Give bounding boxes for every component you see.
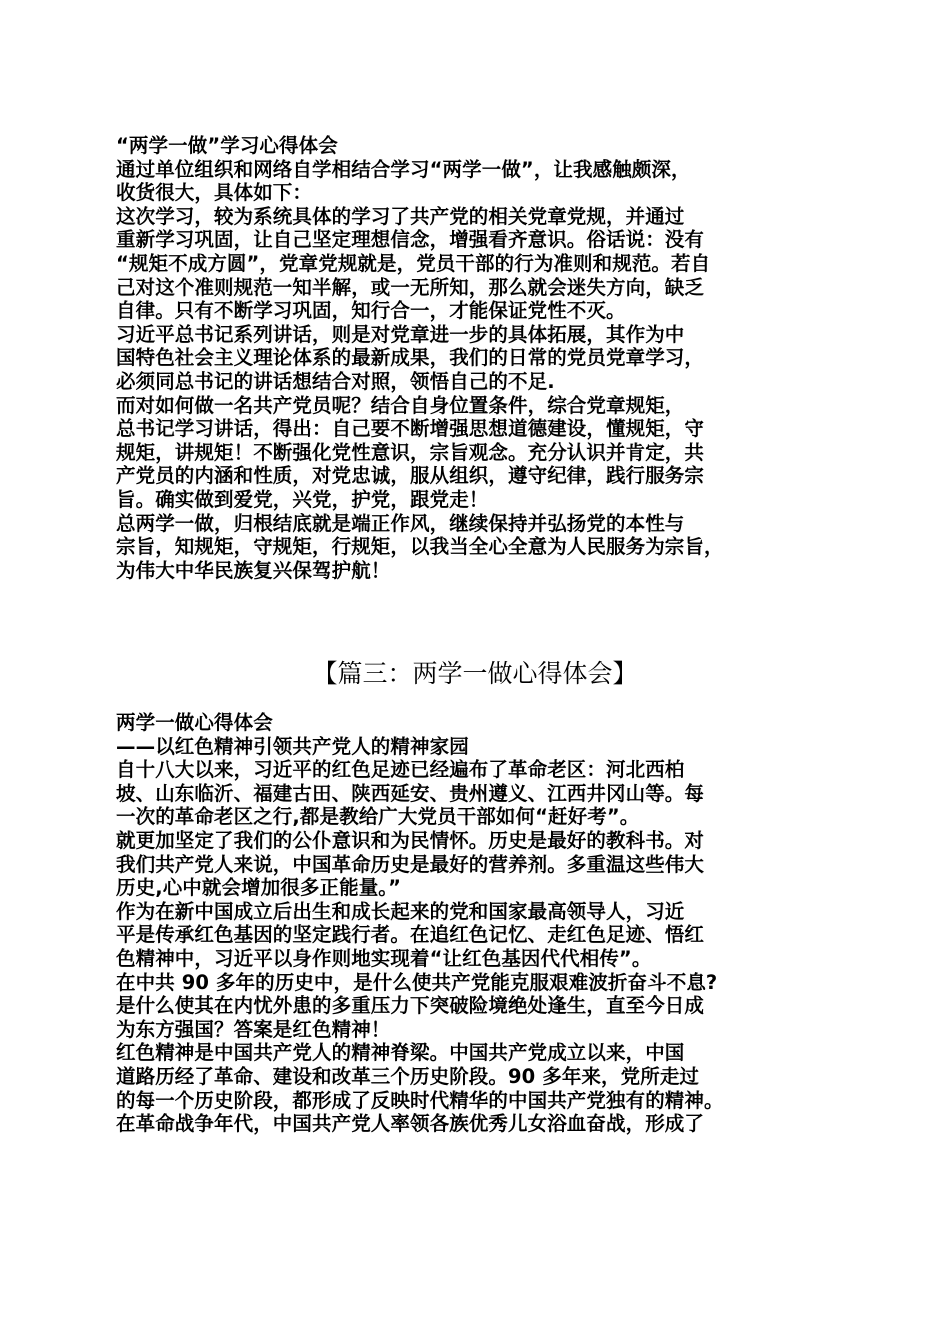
paragraph-line: 一次的革命老区之行,都是教给广大党员干部如何“赶好考”。 (116, 805, 640, 829)
paragraph-line: 是什么使其在内忧外患的多重压力下突破险境绝处逢生，直至今日成 (116, 994, 705, 1018)
essay-part-one (116, 134, 846, 582)
paragraph-line: 国特色社会主义理论体系的最新成果，我们的日常的党员党章学习， (116, 346, 705, 370)
paragraph-line: 为伟大中华民族复兴保驾护航！ (116, 558, 391, 582)
essay-part-two (116, 711, 846, 1136)
paragraph-line: 红色精神是中国共产党人的精神脊梁。中国共产党成立以来，中国 (116, 1041, 685, 1065)
paragraph-line: 我们共产党人来说，中国革命历史是最好的营养剂。多重温这些伟大 (116, 852, 705, 876)
paragraph-line: “规矩不成方圆”，党章党规就是，党员干部的行为准则和规范。若自 (116, 251, 711, 275)
paragraph-line: 收货很大，具体如下： (116, 181, 313, 205)
paragraph-line: 色精神中，习近平以身作则地实现着“让红色基因代代相传”。 (116, 946, 652, 970)
paragraph-line: 必须同总书记的讲话想结合对照，领悟自己的不足. (116, 369, 555, 393)
paragraph-line: 通过单位组织和网络自学相结合学习“两学一做”，让我感触颇深， (116, 157, 691, 181)
paragraph-line: 在中共 90 多年的历史中，是什么使共产党能克服艰难波折奋斗不息? (116, 970, 718, 994)
paragraph-line: 的每一个历史阶段，都形成了反映时代精华的中国共产党独有的精神。 (116, 1088, 724, 1112)
paragraph-line: 规矩，讲规矩！不断强化党性意识，宗旨观念。充分认识并肯定，共 (116, 440, 705, 464)
essay-title: “两学一做”学习心得体会 (116, 134, 338, 157)
paragraph-line: 己对这个准则规范一知半解，或一无所知，那么就会迷失方向，缺乏 (116, 275, 705, 299)
paragraph-line: 就更加坚定了我们的公仆意识和为民情怀。历史是最好的教科书。对 (116, 828, 705, 852)
paragraph-line: 这次学习，较为系统具体的学习了共产党的相关党章党规，并通过 (116, 204, 685, 228)
essay-title: 两学一做心得体会 (116, 711, 273, 734)
paragraph-line: 道路历经了革命、建设和改革三个历史阶段。90 多年来，党所走过 (116, 1064, 700, 1088)
paragraph-line: 历史,心中就会增加很多正能量。” (116, 876, 402, 900)
paragraph-line: 习近平总书记系列讲话，则是对党章进一步的具体拓展，其作为中 (116, 322, 685, 346)
paragraph-line: 作为在新中国成立后出生和成长起来的党和国家最高领导人，习近 (116, 899, 685, 923)
essay-subtitle: ——以红色精神引领共产党人的精神家园 (116, 734, 469, 758)
paragraph-line: 总书记学习讲话，得出：自己要不断增强思想道德建设，懂规矩，守 (116, 417, 705, 441)
paragraph-line: 为东方强国？答案是红色精神！ (116, 1017, 391, 1041)
paragraph-line: 产党员的内涵和性质，对党忠诚，服从组织，遵守纪律，践行服务宗 (116, 464, 705, 488)
paragraph-line: 宗旨，知规矩，守规矩，行规矩，以我当全心全意为人民服务为宗旨， (116, 535, 724, 559)
paragraph-line: 总两学一做，归根结底就是端正作风，继续保持并弘扬党的本性与 (116, 511, 685, 535)
paragraph-line: 自十八大以来，习近平的红色足迹已经遍布了革命老区：河北西柏 (116, 758, 685, 782)
paragraph-line: 坡、山东临沂、福建古田、陕西延安、贵州遵义、江西井冈山等。每 (116, 781, 705, 805)
paragraph-line: 平是传承红色基因的坚定践行者。在追红色记忆、走红色足迹、悟红 (116, 923, 705, 947)
paragraph-line: 旨。确实做到爱党，兴党，护党，跟党走！ (116, 487, 489, 511)
paragraph-line: 而对如何做一名共产党员呢？结合自身位置条件，综合党章规矩， (116, 393, 685, 417)
paragraph-line: 重新学习巩固，让自己坚定理想信念，增强看齐意识。俗话说：没有 (116, 228, 705, 252)
paragraph-line: 自律。只有不断学习巩固，知行合一，才能保证党性不灭。 (116, 299, 626, 323)
section-heading: 【篇三：两学一做心得体会】 (312, 659, 638, 688)
paragraph-line: 在革命战争年代，中国共产党人率领各族优秀儿女浴血奋战，形成了 (116, 1112, 705, 1136)
